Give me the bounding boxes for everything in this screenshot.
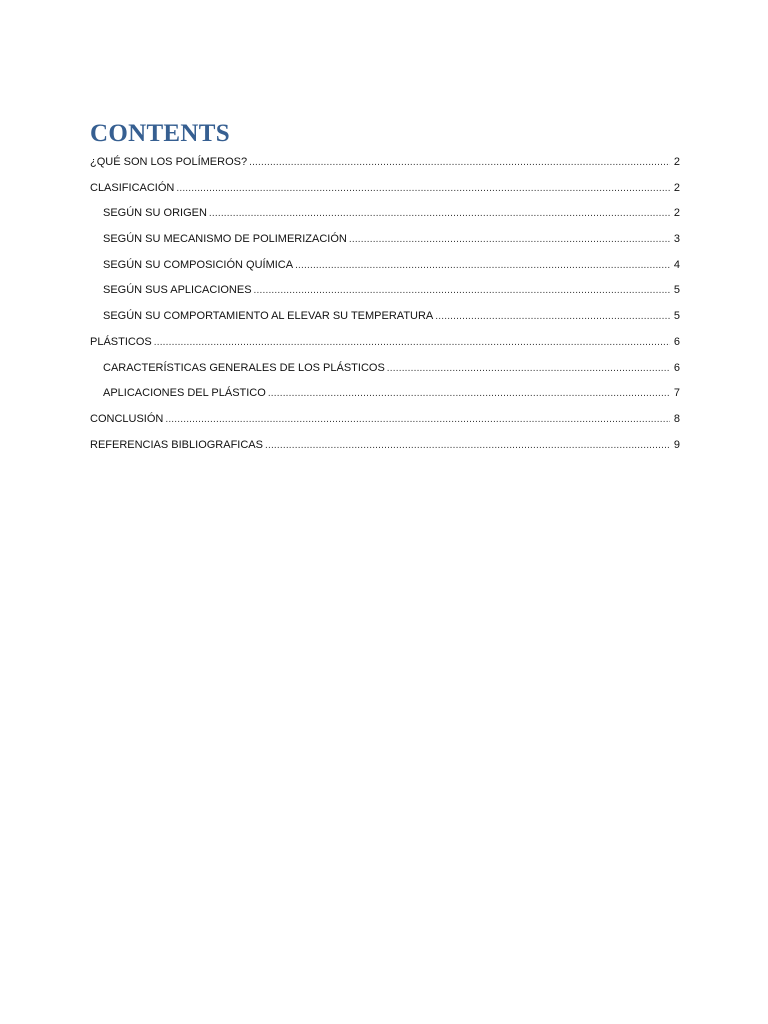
toc-page-number: 3 [673,233,680,246]
toc-entry[interactable] [90,150,680,176]
toc-dot-leader [176,176,670,202]
toc-dot-leader [265,433,670,459]
toc-dot-leader [249,150,670,176]
toc-entry[interactable] [90,356,680,382]
toc-dot-leader [165,407,670,433]
toc-page-number: 2 [673,156,680,168]
toc-page-number: 5 [673,284,680,297]
toc-dot-leader [295,253,670,279]
toc-entry[interactable] [90,407,680,433]
toc-entry-title: REFERENCIAS BIBLIOGRAFICAS [90,438,263,451]
toc-entry[interactable] [90,253,680,279]
toc-entry-title: APLICACIONES DEL PLÁSTICO [103,387,266,400]
toc-dot-leader [349,227,670,253]
toc-dot-leader [254,278,670,304]
toc-dot-leader [209,201,670,227]
toc-dot-leader [387,356,670,382]
toc-entry-title: CARACTERÍSTICAS GENERALES DE LOS PLÁSTICOS [103,361,385,374]
toc-page-number: 7 [673,387,680,400]
toc-entry-title: SEGÚN SU COMPORTAMIENTO AL ELEVAR SU TEMPERATURA [103,310,434,323]
toc-page-number: 4 [673,258,680,271]
toc-page-number: 6 [673,335,680,348]
toc-entry[interactable] [90,176,680,202]
toc-entry[interactable] [90,330,680,356]
toc-entry-title: SEGÚN SU COMPOSICIÓN QUÍMICA [103,258,294,271]
toc-heading: CONTENTS [90,120,230,147]
toc-page-number: 9 [673,438,680,451]
toc-entry-title: SEGÚN SU MECANISMO DE POLIMERIZACIÓN [103,233,347,246]
toc-dot-leader [154,330,670,356]
toc-entry[interactable] [90,433,680,459]
toc-entry-title: SEGÚN SUS APLICACIONES [103,284,252,297]
toc-entry[interactable] [90,278,680,304]
toc-dot-leader [268,381,670,407]
table-of-contents [90,150,680,458]
toc-entry-title: CLASIFICACIÓN [90,181,175,194]
toc-entry[interactable] [90,227,680,253]
toc-entry-title: ¿QUÉ SON LOS POLÍMEROS? [90,156,248,168]
toc-dot-leader [435,304,670,330]
toc-entry[interactable] [90,304,680,330]
toc-page-number: 6 [673,361,680,374]
toc-entry-title: CONCLUSIÓN [90,412,164,425]
toc-page-number: 8 [673,412,680,425]
toc-entry[interactable] [90,381,680,407]
toc-entry[interactable] [90,201,680,227]
toc-page-number: 2 [673,181,680,194]
toc-entry-title: PLÁSTICOS [90,335,152,348]
toc-entry-title: SEGÚN SU ORIGEN [103,207,207,220]
toc-page-number: 5 [673,310,680,323]
toc-page-number: 2 [673,207,680,220]
